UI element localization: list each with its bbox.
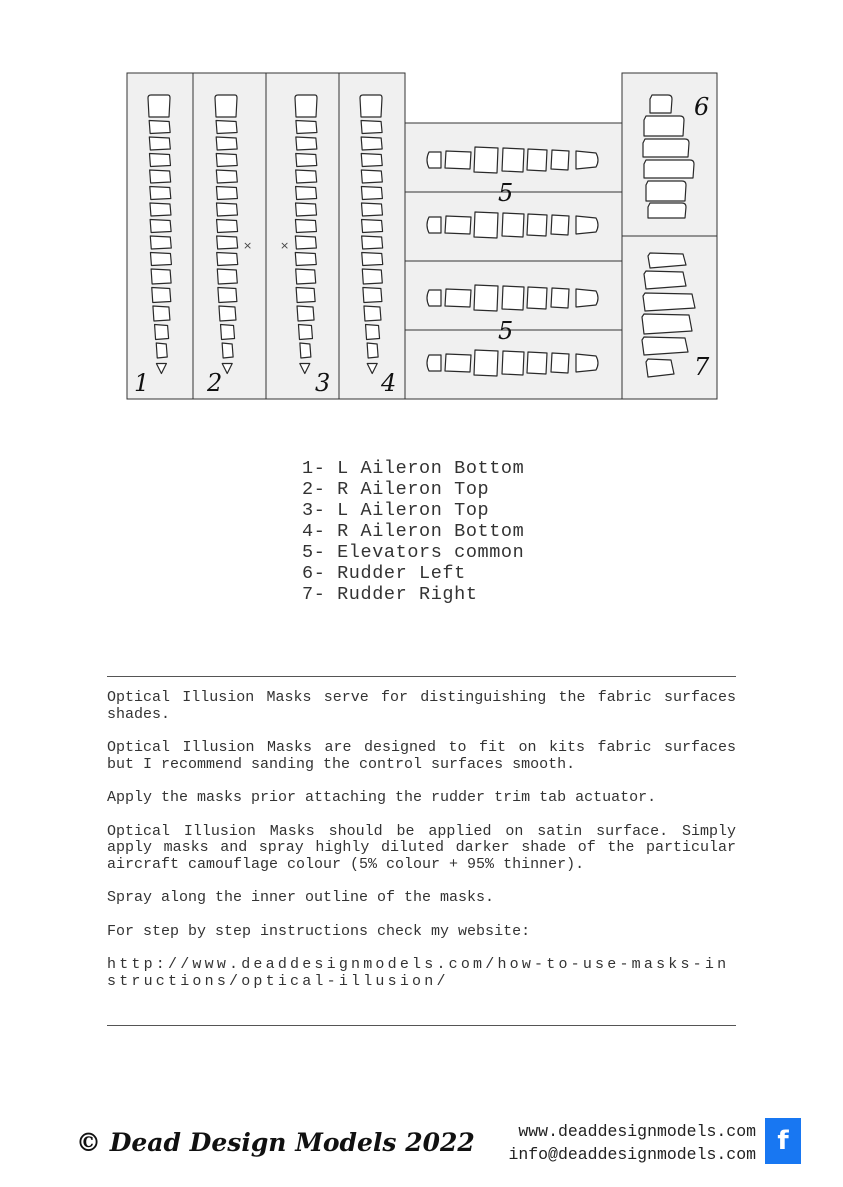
mask-shape [362, 253, 383, 266]
mask-shape [218, 288, 237, 303]
mask-shape [445, 354, 471, 372]
mask-shape [296, 154, 317, 167]
mask-shape [150, 236, 171, 249]
mask-shape [216, 137, 237, 150]
mask-shape [427, 290, 441, 306]
registration-mark: × [243, 239, 253, 252]
instructions [107, 690, 736, 1007]
website-link[interactable]: www.deaddesignmodels.com [518, 1122, 756, 1141]
divider-bottom [107, 1025, 736, 1026]
mask-shape [155, 325, 169, 340]
mask-shape [445, 151, 471, 169]
mask-shape [149, 137, 170, 150]
mask-shape [217, 220, 238, 233]
mask-shape [527, 287, 547, 309]
panel-number: 4 [381, 369, 397, 397]
mask-shape [149, 121, 170, 134]
mask-shape [474, 212, 498, 238]
mask-shape [363, 288, 382, 303]
panel-number: 1 [134, 369, 150, 397]
mask-shape [300, 343, 311, 358]
mask-shape [216, 203, 237, 216]
instruction-paragraph: Optical Illusion Masks serve for distinguishing the fabric surfaces shades. [107, 689, 736, 723]
mask-shape [650, 95, 672, 113]
mask-shape [551, 150, 569, 170]
mask-shape [362, 220, 383, 233]
mask-shape [148, 95, 170, 117]
mask-shape [150, 253, 171, 266]
instruction-paragraph: Optical Illusion Masks are designed to fit on kits fabric surfaces but I recommend sanding the control surfaces smooth. [107, 739, 736, 773]
panel-legend [302, 458, 524, 605]
mask-shape [298, 325, 312, 340]
mask-shape [296, 121, 317, 134]
mask-shape [295, 220, 316, 233]
mask-shape [502, 351, 524, 375]
mask-shape [361, 121, 382, 134]
facebook-icon[interactable]: f [765, 1118, 801, 1164]
registration-mark: × [280, 239, 290, 252]
mask-shape [445, 289, 471, 307]
panel-number: 7 [694, 353, 710, 381]
panel-number: 5 [498, 317, 514, 345]
mask-shape [217, 269, 237, 284]
legend-item: 5- Elevators common [302, 542, 525, 563]
mask-shape [215, 95, 237, 117]
mask-shape [216, 121, 237, 134]
mask-shape [362, 236, 383, 249]
mask-shape [360, 95, 382, 117]
copyright: © Dead Design Models 2022 [76, 1128, 475, 1157]
contact-info [508, 1120, 756, 1166]
mask-shape [427, 217, 441, 233]
mask-shape [644, 160, 694, 178]
mask-shape [150, 203, 171, 216]
mask-shape [576, 151, 598, 169]
mask-shape [427, 152, 441, 168]
mask-shape [216, 154, 237, 167]
mask-shape [217, 253, 238, 266]
mask-shape [296, 170, 317, 183]
mask-shape [361, 203, 382, 216]
mask-shape [648, 253, 686, 268]
mask-shape [474, 285, 498, 311]
mask-shape [216, 170, 237, 183]
mask-shape [643, 293, 695, 311]
mask-shape [644, 116, 684, 136]
instruction-paragraph: Optical Illusion Masks should be applied on satin surface. Simply apply masks and spray highly diluted darker shade of the particular aircraft camouflage colour (5% colour + 95% thinner). [107, 822, 736, 873]
mask-shape [296, 187, 317, 200]
mask-shape [642, 314, 692, 334]
mask-sheet-diagram [0, 0, 843, 420]
mask-shape [295, 253, 316, 266]
mask-shape [219, 306, 236, 321]
legend-item: 4- R Aileron Bottom [302, 521, 525, 542]
mask-shape [295, 236, 316, 249]
mask-shape [296, 137, 317, 150]
mask-shape [150, 220, 171, 233]
mask-shape [361, 170, 382, 183]
divider-top [107, 676, 736, 677]
mask-shape [150, 170, 171, 183]
instruction-paragraph: For step by step instructions check my website: [107, 922, 531, 940]
mask-shape [361, 154, 382, 167]
mask-shape [527, 214, 547, 236]
mask-shape [576, 354, 598, 372]
mask-shape [364, 306, 381, 321]
mask-shape [551, 288, 569, 308]
mask-shape [297, 306, 314, 321]
mask-shape [152, 288, 171, 303]
instruction-paragraph: Spray along the inner outline of the masks. [107, 889, 495, 906]
mask-shape [474, 147, 498, 173]
mask-shape [427, 355, 441, 371]
mask-shape [150, 187, 171, 200]
mask-shape [216, 187, 237, 200]
mask-shape [222, 343, 233, 358]
legend-item: 1- L Aileron Bottom [302, 458, 525, 479]
panel-number: 3 [315, 369, 331, 397]
mask-shape [502, 148, 524, 172]
instruction-paragraph: Apply the masks prior attaching the rudder trim tab actuator. [107, 789, 657, 806]
mask-shape [296, 203, 317, 216]
mask-shape [502, 286, 524, 310]
mask-shape [502, 213, 524, 237]
mask-shape [576, 216, 598, 234]
mask-shape [646, 359, 674, 377]
legend-item: 3- L Aileron Top [302, 500, 490, 521]
mask-shape [221, 325, 235, 340]
mask-shape [648, 203, 686, 218]
instructions-link[interactable]: http://www.deaddesignmodels.com/how-to-use-masks-instructions/optical-illusion/ [107, 956, 730, 990]
legend-item: 6- Rudder Left [302, 563, 466, 584]
panel-number: 2 [207, 369, 223, 397]
mask-shape [217, 236, 238, 249]
email-link[interactable]: info@deaddesignmodels.com [508, 1145, 756, 1164]
mask-shape [361, 187, 382, 200]
mask-shape [646, 181, 686, 201]
panel-number: 5 [498, 179, 514, 207]
mask-shape [156, 343, 167, 358]
mask-shape [642, 337, 688, 355]
mask-shape [644, 271, 686, 289]
legend-item: 7- Rudder Right [302, 584, 478, 605]
mask-shape [643, 139, 689, 157]
mask-shape [295, 95, 317, 117]
mask-shape [296, 269, 316, 284]
legend-item: 2- R Aileron Top [302, 479, 490, 500]
panel-number: 6 [694, 93, 710, 121]
mask-shape [149, 154, 170, 167]
mask-shape [527, 149, 547, 171]
mask-shape [474, 350, 498, 376]
mask-shape [551, 215, 569, 235]
mask-shape [551, 353, 569, 373]
mask-shape [576, 289, 598, 307]
mask-shape [361, 137, 382, 150]
mask-shape [445, 216, 471, 234]
mask-shape [153, 306, 170, 321]
mask-shape [527, 352, 547, 374]
mask-shape [151, 269, 171, 284]
mask-shape [296, 288, 315, 303]
mask-shape [362, 269, 382, 284]
mask-shape [367, 343, 378, 358]
mask-shape [366, 325, 380, 340]
